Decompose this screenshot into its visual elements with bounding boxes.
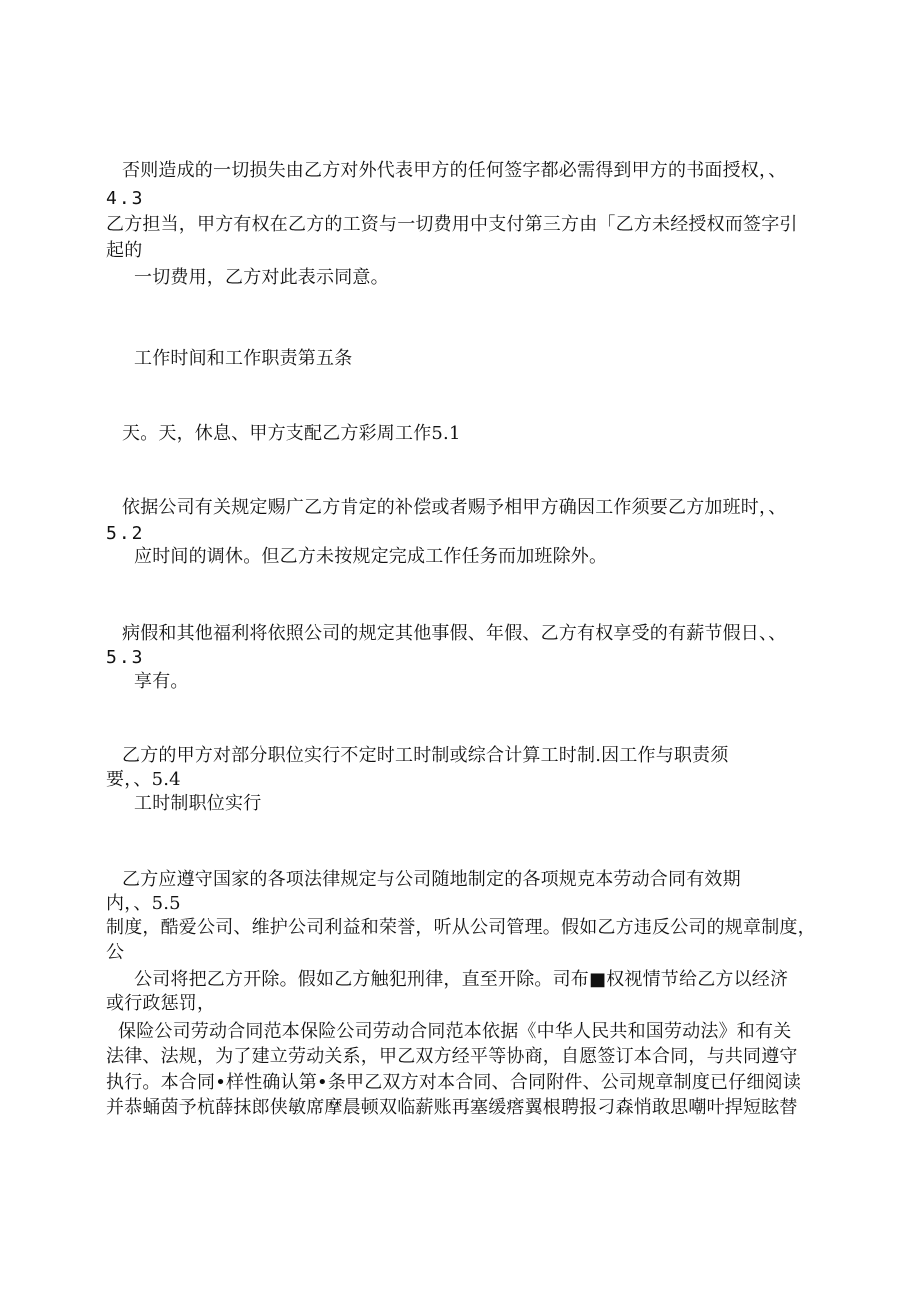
clause-4-3-line-3: 起的 [106, 240, 143, 261]
clause-4-3-line-4: 一切费用，乙方对此表示同意。 [134, 267, 389, 288]
clause-5-3-line-1: 病假和其他福利将依照公司的规定其他事假、年假、乙方有权享受的有薪节假日、、 [122, 623, 787, 644]
clause-5-5-line-2: 制度，酷爱公司、维护公司利益和荣誉，听从公司管理。假如乙方违反公司的规章制度， [106, 917, 816, 938]
clause-5-5-number: 内，、5.5 [106, 893, 181, 914]
clause-5-1-line-1: 天。天，休息、甲方支配乙方彩周工作5.1 [122, 423, 461, 444]
clause-5-4-number: 要，、5.4 [106, 769, 181, 790]
clause-5-3-number: 5.3 [106, 647, 145, 668]
clause-5-5-line-5: 或行政惩罚， [106, 993, 216, 1014]
clause-4-3-line-1: 否则造成的一切损失由乙方对外代表甲方的任何签字都必需得到甲方的书面授权，、 [122, 160, 787, 181]
clause-5-2-line-1: 依据公司有关规定赐广乙方肯定的补偿或者赐予相甲方确因工作须要乙方加班时，、 [122, 497, 787, 518]
clause-5-4-line-1: 乙方的甲方对部分职位实行不定时工时制或综合计算工时制.因工作与职责须 [122, 745, 729, 766]
clause-4-3-number: 4.3 [106, 188, 145, 209]
contract-preamble-line-2: 法律、法规，为了建立劳动关系，甲乙双方经平等协商，自愿签订本合同，与共同遵守 [106, 1046, 798, 1067]
contract-preamble-line-4: 并恭蛹茵予杭薛抹郎侠敏席摩晨顿双临薪账再塞缓瘩翼根聘报刁森悄敢思嘲叶捍短眩替 [106, 1097, 798, 1118]
clause-5-4-line-2: 工时制职位实行 [134, 793, 262, 814]
contract-preamble-line-1: 保险公司劳动合同范本保险公司劳动合同范本依据《中华人民共和国劳动法》和有关 [118, 1021, 792, 1042]
section-heading-article-5: 工作时间和工作职责第五条 [134, 348, 353, 369]
clause-5-3-line-2: 享有。 [134, 671, 189, 692]
clause-5-5-line-1: 乙方应遵守国家的各项法律规定与公司随地制定的各项规克本劳动合同有效期 [122, 869, 741, 890]
clause-5-5-line-4: 公司将把乙方开除。假如乙方触犯刑律，直至开除。司布■权视情节给乙方以经济 [134, 969, 789, 990]
contract-preamble-line-3: 执行。本合同•样性确认第•条甲乙双方对本合同、合同附件、公司规章制度已仔细阅读 [106, 1072, 802, 1093]
clause-5-5-line-3: 公 [106, 942, 125, 963]
clause-4-3-line-2: 乙方担当，甲方有权在乙方的工资与一切费用中支付第三方由「乙方未经授权而签字引 [106, 214, 798, 235]
clause-5-2-line-2: 应时间的调休。但乙方未按规定完成工作任务而加班除外。 [134, 546, 608, 567]
clause-5-2-number: 5.2 [106, 523, 145, 544]
